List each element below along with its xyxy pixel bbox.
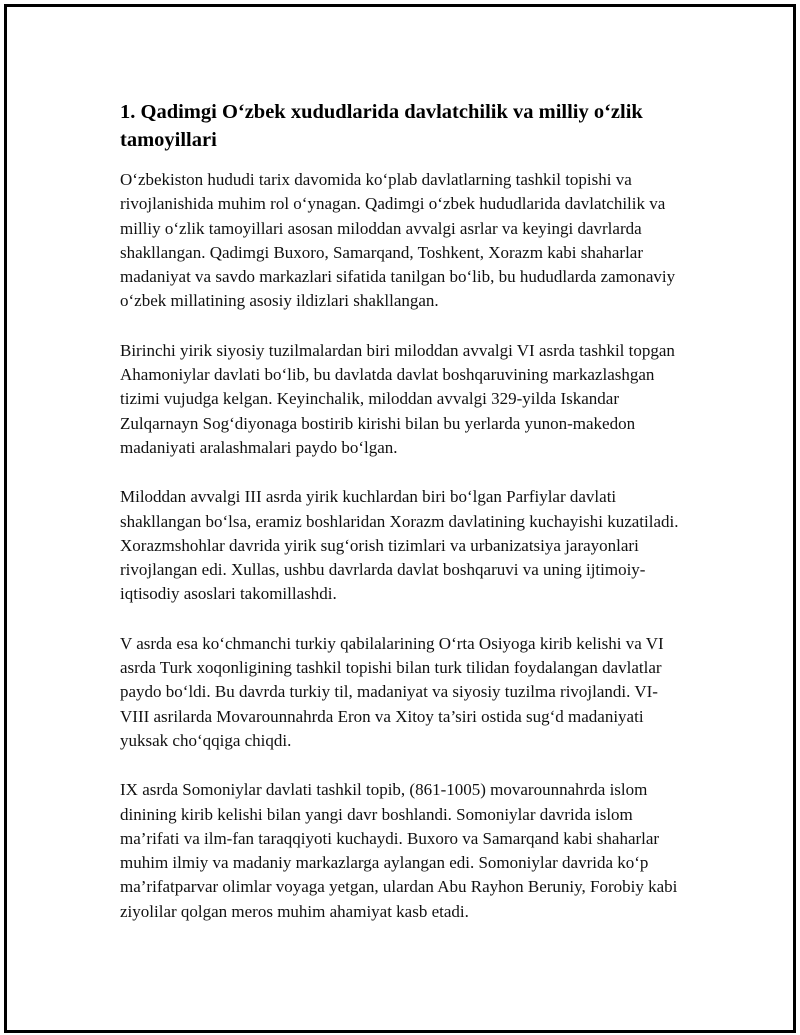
document-page <box>4 4 796 1033</box>
paragraph-2: Birinchi yirik siyosiy tuzilmalardan biri miloddan avvalgi VI asrda tashkil topgan Ahamoniylar davlati bo‘lib, bu davlatda davlat boshqaruvining markazlashgan tizimi vujudga kelgan. Keyinchalik, miloddan avvalgi 329-yilda Iskandar Zulqarnayn Sog‘diyonaga bostirib kirishi bilan bu yerlarda yunon-makedon madaniyati aralashmalari paydo bo‘lgan. <box>120 340 675 457</box>
paragraph-3: Miloddan avvalgi III asrda yirik kuchlardan biri bo‘lgan Parfiylar davlati shakllangan bo‘lsa, eramiz boshlaridan Xorazm davlatining kuchayishi kuzatiladi. Xorazmshohlar davrida yirik sug‘orish tizimlari va urbanizatsiya jarayonlari rivojlangan edi. Xullas, ushbu davrlarda davlat boshqaruvi va uning ijtimoiy-iqtisodiy asoslari takomillashdi. <box>120 487 679 604</box>
section-heading: 1. Qadimgi O‘zbek xududlarida davlatchilik va milliy o‘zlik tamoyillari <box>120 101 643 151</box>
document-body <box>120 98 680 949</box>
paragraph-4: V asrda esa ko‘chmanchi turkiy qabilalarining O‘rta Osiyoga kirib kelishi va VI asrda Turk xoqonligining tashkil topishi bilan turk tilidan foydalangan davlatlar paydo bo‘ldi. Bu davrda turkiy til, madaniyat va siyosiy tuzilma rivojlandi. VI-VIII asrilarda Movarounnahrda Eron va Xitoy ta’siri ostida sug‘d madaniyati yuksak cho‘qqiga chiqdi. <box>120 633 664 750</box>
paragraph-5: IX asrda Somoniylar davlati tashkil topib, (861-1005) movarounnahrda islom dinining kirib kelishi bilan yangi davr boshlandi. Somoniylar davrida islom ma’rifati va ilm-fan taraqqiyoti kuchaydi. Buxoro va Samarqand kabi shaharlar muhim ilmiy va madaniy markazlarga aylangan edi. Somoniylar davrida ko‘p ma’rifatparvar olimlar voyaga yetgan, ulardan Abu Rayhon Beruniy, Forobiy kabi ziyolilar qolgan meros muhim ahamiyat kasb etadi. <box>120 780 678 921</box>
paragraph-1: O‘zbekiston hududi tarix davomida ko‘plab davlatlarning tashkil topishi va rivojlanishida muhim rol o‘ynagan. Qadimgi o‘zbek hududlarida davlatchilik va milliy o‘zlik tamoyillari asosan miloddan avvalgi asrlar va keyingi davrlarda shakllangan. Qadimgi Buxoro, Samarqand, Toshkent, Xorazm kabi shaharlar madaniyat va savdo markazlari sifatida tanilgan bo‘lib, bu hududlarda zamonaviy o‘zbek millatining asosiy ildizlari shakllangan. <box>120 170 676 311</box>
